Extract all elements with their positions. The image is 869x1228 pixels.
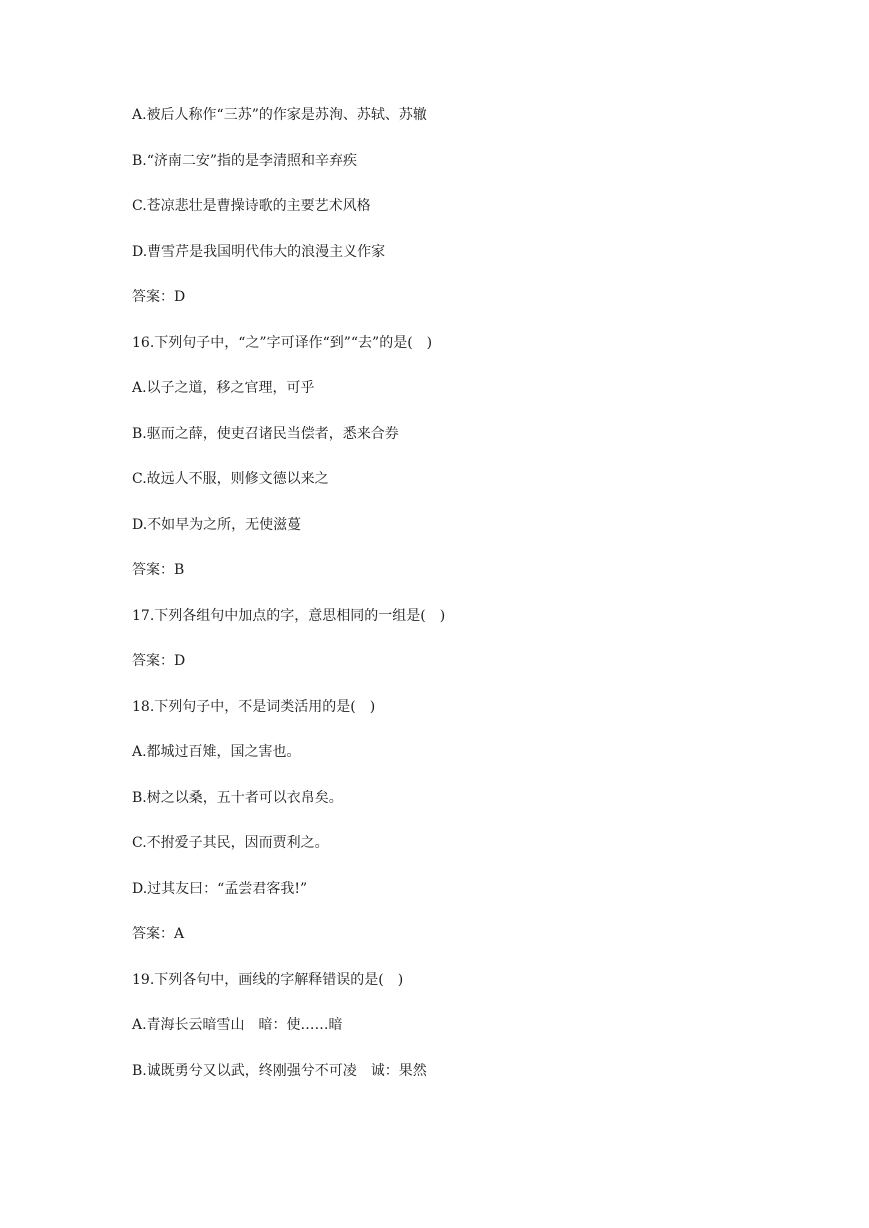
option-a-q15: A.被后人称作“三苏”的作家是苏洵、苏轼、苏辙 (132, 107, 427, 123)
answer-q17: 答案：D (132, 653, 186, 669)
option-b-q19: B.诚既勇兮又以武，终刚强兮不可凌 诚：果然 (132, 1063, 427, 1079)
option-b-q18: B.树之以桑，五十者可以衣帛矣。 (132, 790, 343, 806)
question-19: 19.下列各句中，画线的字解释错误的是( ) (132, 972, 404, 988)
answer-q15: 答案：D (132, 289, 186, 305)
option-d-q18: D.过其友曰：“孟尝君客我!” (132, 881, 308, 897)
option-b-q15: B.“济南二安”指的是李清照和辛弃疾 (132, 153, 358, 169)
option-c-q15: C.苍凉悲壮是曹操诗歌的主要艺术风格 (132, 198, 371, 214)
option-d-q15: D.曹雪芹是我国明代伟大的浪漫主义作家 (132, 244, 386, 260)
option-c-q18: C.不拊爱子其民，因而贾利之。 (132, 835, 329, 851)
answer-q16: 答案：B (132, 562, 185, 578)
option-d-q16: D.不如早为之所，无使滋蔓 (132, 517, 302, 533)
question-18: 18.下列句子中，不是词类活用的是( ) (132, 699, 376, 715)
option-b-q16: B.驱而之薛，使吏召诸民当偿者，悉来合券 (132, 426, 399, 442)
question-16: 16.下列句子中，“之”字可译作“到”“去”的是( ) (132, 335, 433, 351)
option-a-q19: A.青海长云暗雪山 暗：使……暗 (132, 1017, 343, 1033)
option-c-q16: C.故远人不服，则修文德以来之 (132, 471, 329, 487)
answer-q18: 答案：A (132, 926, 185, 942)
question-17: 17.下列各组句中加点的字，意思相同的一组是( ) (132, 608, 446, 624)
option-a-q16: A.以子之道，移之官理，可乎 (132, 380, 315, 396)
option-a-q18: A.都城过百雉，国之害也。 (132, 744, 301, 760)
